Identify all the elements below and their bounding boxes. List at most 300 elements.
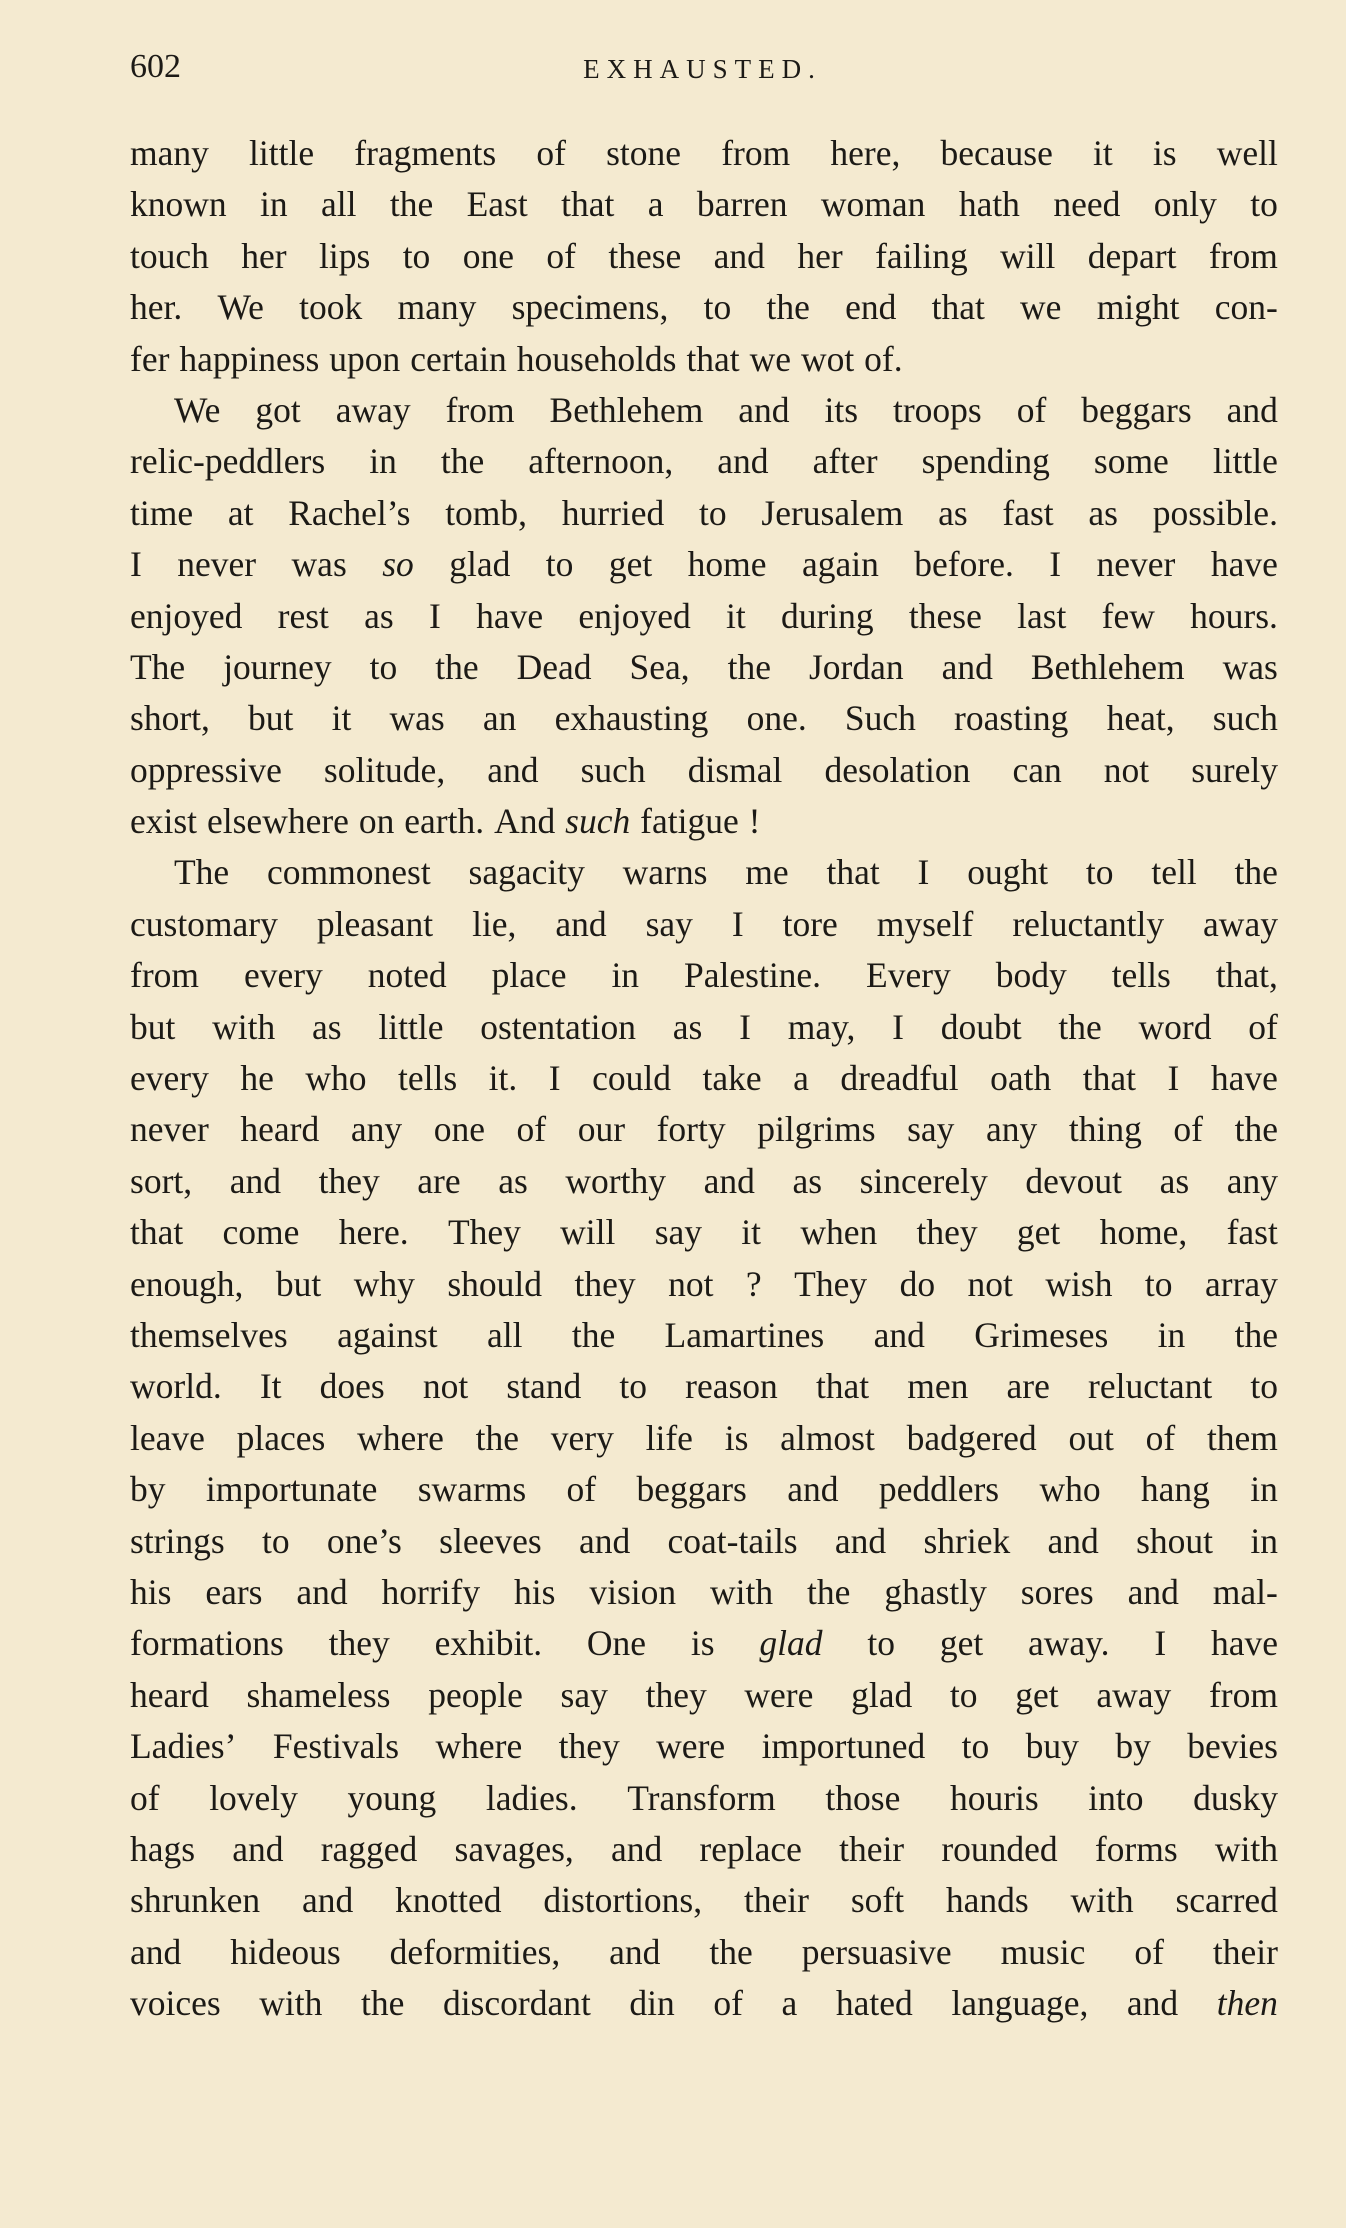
word: so [382, 544, 414, 585]
word: to [949, 1674, 978, 1715]
word: that [826, 852, 880, 893]
text-line [130, 847, 1278, 898]
text-line [130, 334, 1278, 385]
word: Dead [516, 646, 592, 687]
text-line [130, 1516, 1278, 1567]
word: with [710, 1571, 774, 1612]
word: doubt [940, 1006, 1022, 1047]
word: houris [949, 1777, 1039, 1818]
word: and [610, 1828, 663, 1869]
word: mal- [1212, 1571, 1278, 1612]
word: warns [622, 852, 708, 893]
word: roasting [954, 698, 1069, 739]
word: and [229, 1160, 281, 1201]
word: solitude, [323, 749, 446, 790]
text-line [130, 1104, 1278, 1155]
word: I [1154, 1623, 1167, 1664]
word: body [995, 955, 1067, 996]
text-line [130, 642, 1278, 693]
word: as [938, 492, 968, 533]
word: thing [1068, 1109, 1142, 1150]
word: the [440, 441, 485, 482]
word: oath [990, 1058, 1052, 1099]
word: an [482, 698, 517, 739]
word: all [321, 184, 357, 225]
word: from [130, 955, 200, 996]
word: the [1234, 1314, 1278, 1355]
word: that [130, 1212, 184, 1253]
word: to [545, 544, 574, 585]
word: away [1203, 903, 1278, 944]
text-line [130, 488, 1278, 539]
word: enjoyed [130, 595, 243, 636]
word: tells [1111, 955, 1171, 996]
word: importuned [761, 1726, 926, 1767]
word: a [793, 1058, 809, 1099]
word: fatigue [640, 801, 739, 842]
word: that [686, 338, 740, 379]
word: his [514, 1571, 556, 1612]
word: replace [699, 1828, 802, 1869]
word: coat-tails [667, 1520, 798, 1561]
word: young [347, 1777, 437, 1818]
word: these [608, 235, 682, 276]
word: from [721, 133, 791, 173]
word: lovely [209, 1777, 298, 1818]
word: home, [1099, 1212, 1188, 1253]
word: but [248, 698, 294, 739]
word: their [839, 1828, 905, 1869]
word: desolation [824, 749, 971, 790]
word: never [177, 544, 257, 585]
word: the [360, 1983, 405, 2024]
word: peddlers [878, 1469, 1000, 1510]
text-line [130, 539, 1278, 590]
word: customary [130, 903, 278, 944]
word: their [743, 1880, 809, 1921]
word: I [731, 903, 744, 944]
word: hath [958, 184, 1020, 225]
word: fast [1002, 492, 1054, 533]
word: with [1214, 1828, 1278, 1869]
word: only [1153, 184, 1217, 225]
word: it [741, 1212, 762, 1253]
word: I [130, 544, 142, 585]
word: with [259, 1983, 323, 2024]
word: pleasant [316, 903, 434, 944]
word: rest [277, 595, 329, 636]
word: the [389, 184, 434, 225]
word: Bethlehem [1030, 646, 1185, 687]
word: when [800, 1212, 878, 1253]
word: formations [130, 1623, 284, 1664]
word: ! [748, 801, 761, 842]
word: not [422, 1366, 469, 1407]
word: its [824, 389, 859, 430]
word: but [275, 1263, 322, 1304]
word: that [1082, 1058, 1137, 1099]
word: and [717, 441, 769, 482]
word: her [797, 235, 843, 276]
word: soft [850, 1880, 905, 1921]
word: that [561, 184, 615, 225]
word: where [435, 1726, 523, 1767]
word: lips [319, 235, 371, 276]
word: as [792, 1160, 823, 1201]
word: heard [130, 1674, 209, 1715]
word: many [397, 287, 477, 328]
word: din [629, 1983, 675, 2024]
word: a [781, 1983, 798, 2024]
word: exist [130, 801, 198, 842]
word: The [130, 646, 186, 687]
word: forty [656, 1109, 726, 1150]
word: these [908, 595, 982, 636]
word: they [574, 1263, 636, 1304]
word: away. [1028, 1623, 1110, 1664]
word: in [369, 441, 397, 482]
word: on [358, 801, 395, 842]
word: known [130, 184, 227, 225]
word: sagacity [468, 852, 585, 893]
word: exhausting [554, 698, 709, 739]
word: during [780, 595, 874, 636]
word: fer [130, 338, 170, 379]
word: the [1058, 1006, 1102, 1047]
word: away [1096, 1674, 1172, 1715]
word: is [690, 1623, 715, 1664]
word: Such [844, 698, 916, 739]
word: in [1250, 1520, 1278, 1561]
word: can [1012, 749, 1062, 790]
word: say [560, 1674, 608, 1715]
word: and [609, 1931, 661, 1972]
word: the [475, 1417, 519, 1458]
word: of [1248, 1006, 1278, 1047]
word: well [1216, 133, 1278, 173]
word: here, [830, 133, 901, 173]
word: to [619, 1366, 648, 1407]
word: is [1152, 133, 1177, 173]
word: I [892, 1006, 904, 1047]
word: glad [449, 544, 511, 585]
word: and [1127, 1571, 1179, 1612]
word: sort, [130, 1160, 193, 1201]
word: discordant [442, 1983, 591, 2024]
word: people [428, 1674, 523, 1715]
word: in [611, 955, 640, 996]
word: with [1070, 1880, 1134, 1921]
word: Grimeses [974, 1314, 1109, 1355]
word: of. [864, 338, 903, 379]
word: heat, [1106, 698, 1175, 739]
word: I [1167, 1058, 1180, 1099]
word: reluctant [1088, 1366, 1213, 1407]
word: and [873, 1314, 925, 1355]
word: I [428, 595, 441, 636]
word: from [1208, 235, 1278, 276]
text-line [130, 1053, 1278, 1104]
word: depart [1087, 235, 1177, 276]
word: failing [875, 235, 968, 276]
word: They [447, 1212, 521, 1253]
text-line [130, 796, 1278, 847]
word: any [350, 1109, 403, 1150]
word: who [305, 1058, 367, 1099]
word: earth. [404, 801, 485, 842]
word: any [986, 1109, 1038, 1150]
word: to [369, 646, 398, 687]
word: her. [130, 287, 183, 328]
word: time [130, 492, 194, 533]
word: the [1234, 852, 1278, 893]
word: enough, [130, 1263, 244, 1304]
word: It [259, 1366, 282, 1407]
word: music [1000, 1931, 1086, 1972]
word: barren [696, 184, 788, 225]
word: Lamartines [664, 1314, 825, 1355]
word: it [331, 698, 352, 739]
text-line [130, 436, 1278, 487]
word: little [249, 133, 315, 173]
word: ghastly [884, 1571, 987, 1612]
word: ? [745, 1263, 762, 1304]
word: they [558, 1726, 620, 1767]
word: those [825, 1777, 901, 1818]
word: never [130, 1109, 209, 1150]
word: fragments [354, 133, 497, 173]
word: spending [921, 441, 1050, 482]
word: tells [398, 1058, 458, 1099]
page-number: 602 [130, 48, 181, 85]
word: and [834, 1520, 887, 1561]
word: out [1068, 1417, 1114, 1458]
text-line [130, 1002, 1278, 1053]
text-line [130, 282, 1278, 333]
word: I [548, 1058, 561, 1099]
word: worthy [565, 1160, 666, 1201]
text-line [130, 1670, 1278, 1721]
word: in [1250, 1469, 1278, 1510]
word: buy [1025, 1726, 1079, 1767]
word: to [1250, 1366, 1278, 1407]
word: glad [851, 1674, 913, 1715]
word: wish [1045, 1263, 1113, 1304]
word: shrunken [130, 1880, 261, 1921]
word: life [645, 1417, 693, 1458]
word: of [546, 235, 576, 276]
word: get [1016, 1212, 1061, 1253]
word: to [402, 235, 431, 276]
word: the [807, 1571, 851, 1612]
word: short, [130, 698, 210, 739]
word: shout [1136, 1520, 1214, 1561]
word: I [1049, 544, 1062, 585]
word: troops [893, 389, 982, 430]
word: was [1222, 646, 1278, 687]
word: One [586, 1623, 647, 1664]
word: few [1101, 595, 1155, 636]
word: have [476, 595, 544, 636]
text-line [130, 1721, 1278, 1772]
text-line [130, 693, 1278, 744]
word: to [961, 1726, 990, 1767]
text-line [130, 1464, 1278, 1515]
word: of [1173, 1109, 1203, 1150]
word: woman [820, 184, 926, 225]
word: beggars [1081, 389, 1192, 430]
word: of [566, 1469, 597, 1510]
word: the [571, 1314, 616, 1355]
word: we [1020, 287, 1062, 328]
word: certain [410, 338, 507, 379]
word: into [1088, 1777, 1144, 1818]
word: as [364, 595, 394, 636]
word: Bethlehem [549, 389, 704, 430]
word: come [222, 1212, 300, 1253]
word: stand [506, 1366, 582, 1407]
word: her [241, 235, 287, 276]
word: hours. [1190, 595, 1278, 636]
word: does [319, 1366, 385, 1407]
word: never [1096, 544, 1176, 585]
word: that [931, 287, 985, 328]
word: it [1093, 133, 1113, 173]
word: because [940, 133, 1053, 173]
word: forms [1094, 1828, 1178, 1869]
word: commonest [267, 852, 431, 893]
word: by [1115, 1726, 1151, 1767]
word: at [227, 492, 254, 533]
text-line [130, 1773, 1278, 1824]
text-line [130, 1361, 1278, 1412]
word: will [560, 1212, 616, 1253]
word: of [130, 1777, 160, 1818]
word: the [435, 646, 479, 687]
word: reluctantly [1012, 903, 1165, 944]
word: against [337, 1314, 438, 1355]
word: one [433, 1109, 485, 1150]
word: by [130, 1469, 166, 1510]
word: Sea, [629, 646, 690, 687]
word: get [939, 1623, 984, 1664]
word: have [1210, 1623, 1278, 1664]
word: heard [240, 1109, 320, 1150]
text-line [130, 1207, 1278, 1258]
word: are [1006, 1366, 1050, 1407]
word: say [907, 1109, 955, 1150]
word: any [1226, 1160, 1278, 1201]
word: Festivals [272, 1726, 400, 1767]
word: every [130, 1058, 209, 1099]
word: a [647, 184, 664, 225]
word: ought [967, 852, 1049, 893]
word: world. [130, 1366, 222, 1407]
word: one. [746, 698, 807, 739]
word: not [1103, 749, 1150, 790]
word: from [1208, 1674, 1278, 1715]
word: say [645, 903, 693, 944]
word: not [668, 1263, 714, 1304]
word: places [236, 1417, 326, 1458]
word: to [703, 287, 732, 328]
body-text [130, 128, 1278, 2029]
word: some [1093, 441, 1169, 482]
text-line [130, 950, 1278, 1001]
word: hands [945, 1880, 1029, 1921]
word: reason [685, 1366, 778, 1407]
word: tell [1151, 852, 1197, 893]
word: take [702, 1058, 762, 1099]
word: and [555, 903, 607, 944]
word: tore [782, 903, 838, 944]
word: ostentation [480, 1006, 636, 1047]
word: dusky [1193, 1777, 1278, 1818]
word: hang [1140, 1469, 1210, 1510]
word: noted [367, 955, 447, 996]
word: men [907, 1366, 969, 1407]
word: the [766, 287, 810, 328]
text-line [130, 1156, 1278, 1207]
word: elsewhere [207, 801, 349, 842]
word: are [417, 1160, 461, 1201]
word: strings [130, 1520, 225, 1561]
word: they [328, 1623, 390, 1664]
word: almost [780, 1417, 875, 1458]
word: and [787, 1469, 839, 1510]
word: place [491, 955, 567, 996]
word: then [1216, 1983, 1278, 2024]
word: might [1096, 287, 1180, 328]
word: away [335, 389, 411, 430]
word: need [1053, 184, 1121, 225]
text-line [130, 1875, 1278, 1926]
text-line [130, 899, 1278, 950]
word: last [1017, 595, 1067, 636]
word: was [389, 698, 445, 739]
word: of [1134, 1931, 1164, 1972]
text-line [130, 1618, 1278, 1669]
text-line [130, 1259, 1278, 1310]
word: scarred [1175, 1880, 1278, 1921]
word: voices [130, 1983, 221, 2024]
word: in [1157, 1314, 1186, 1355]
word: journey [223, 646, 332, 687]
word: wot [800, 338, 855, 379]
word: specimens, [511, 287, 669, 328]
word: to [1250, 184, 1278, 225]
word: leave [130, 1417, 205, 1458]
word: surely [1191, 749, 1278, 790]
text-line [130, 591, 1278, 642]
word: themselves [130, 1314, 288, 1355]
word: get [1015, 1674, 1059, 1715]
word: and [130, 1931, 182, 1972]
word: sores [1020, 1571, 1094, 1612]
text-line [130, 231, 1278, 282]
word: They [794, 1263, 868, 1304]
word: and [1047, 1520, 1099, 1561]
word: were [744, 1674, 814, 1715]
word: and [301, 1880, 354, 1921]
word: persuasive [801, 1931, 952, 1972]
word: and [738, 389, 790, 430]
word: bevies [1187, 1726, 1278, 1767]
word: glad [759, 1623, 823, 1664]
word: of [536, 133, 566, 173]
word: exhibit. [434, 1623, 543, 1664]
word: is [724, 1417, 749, 1458]
